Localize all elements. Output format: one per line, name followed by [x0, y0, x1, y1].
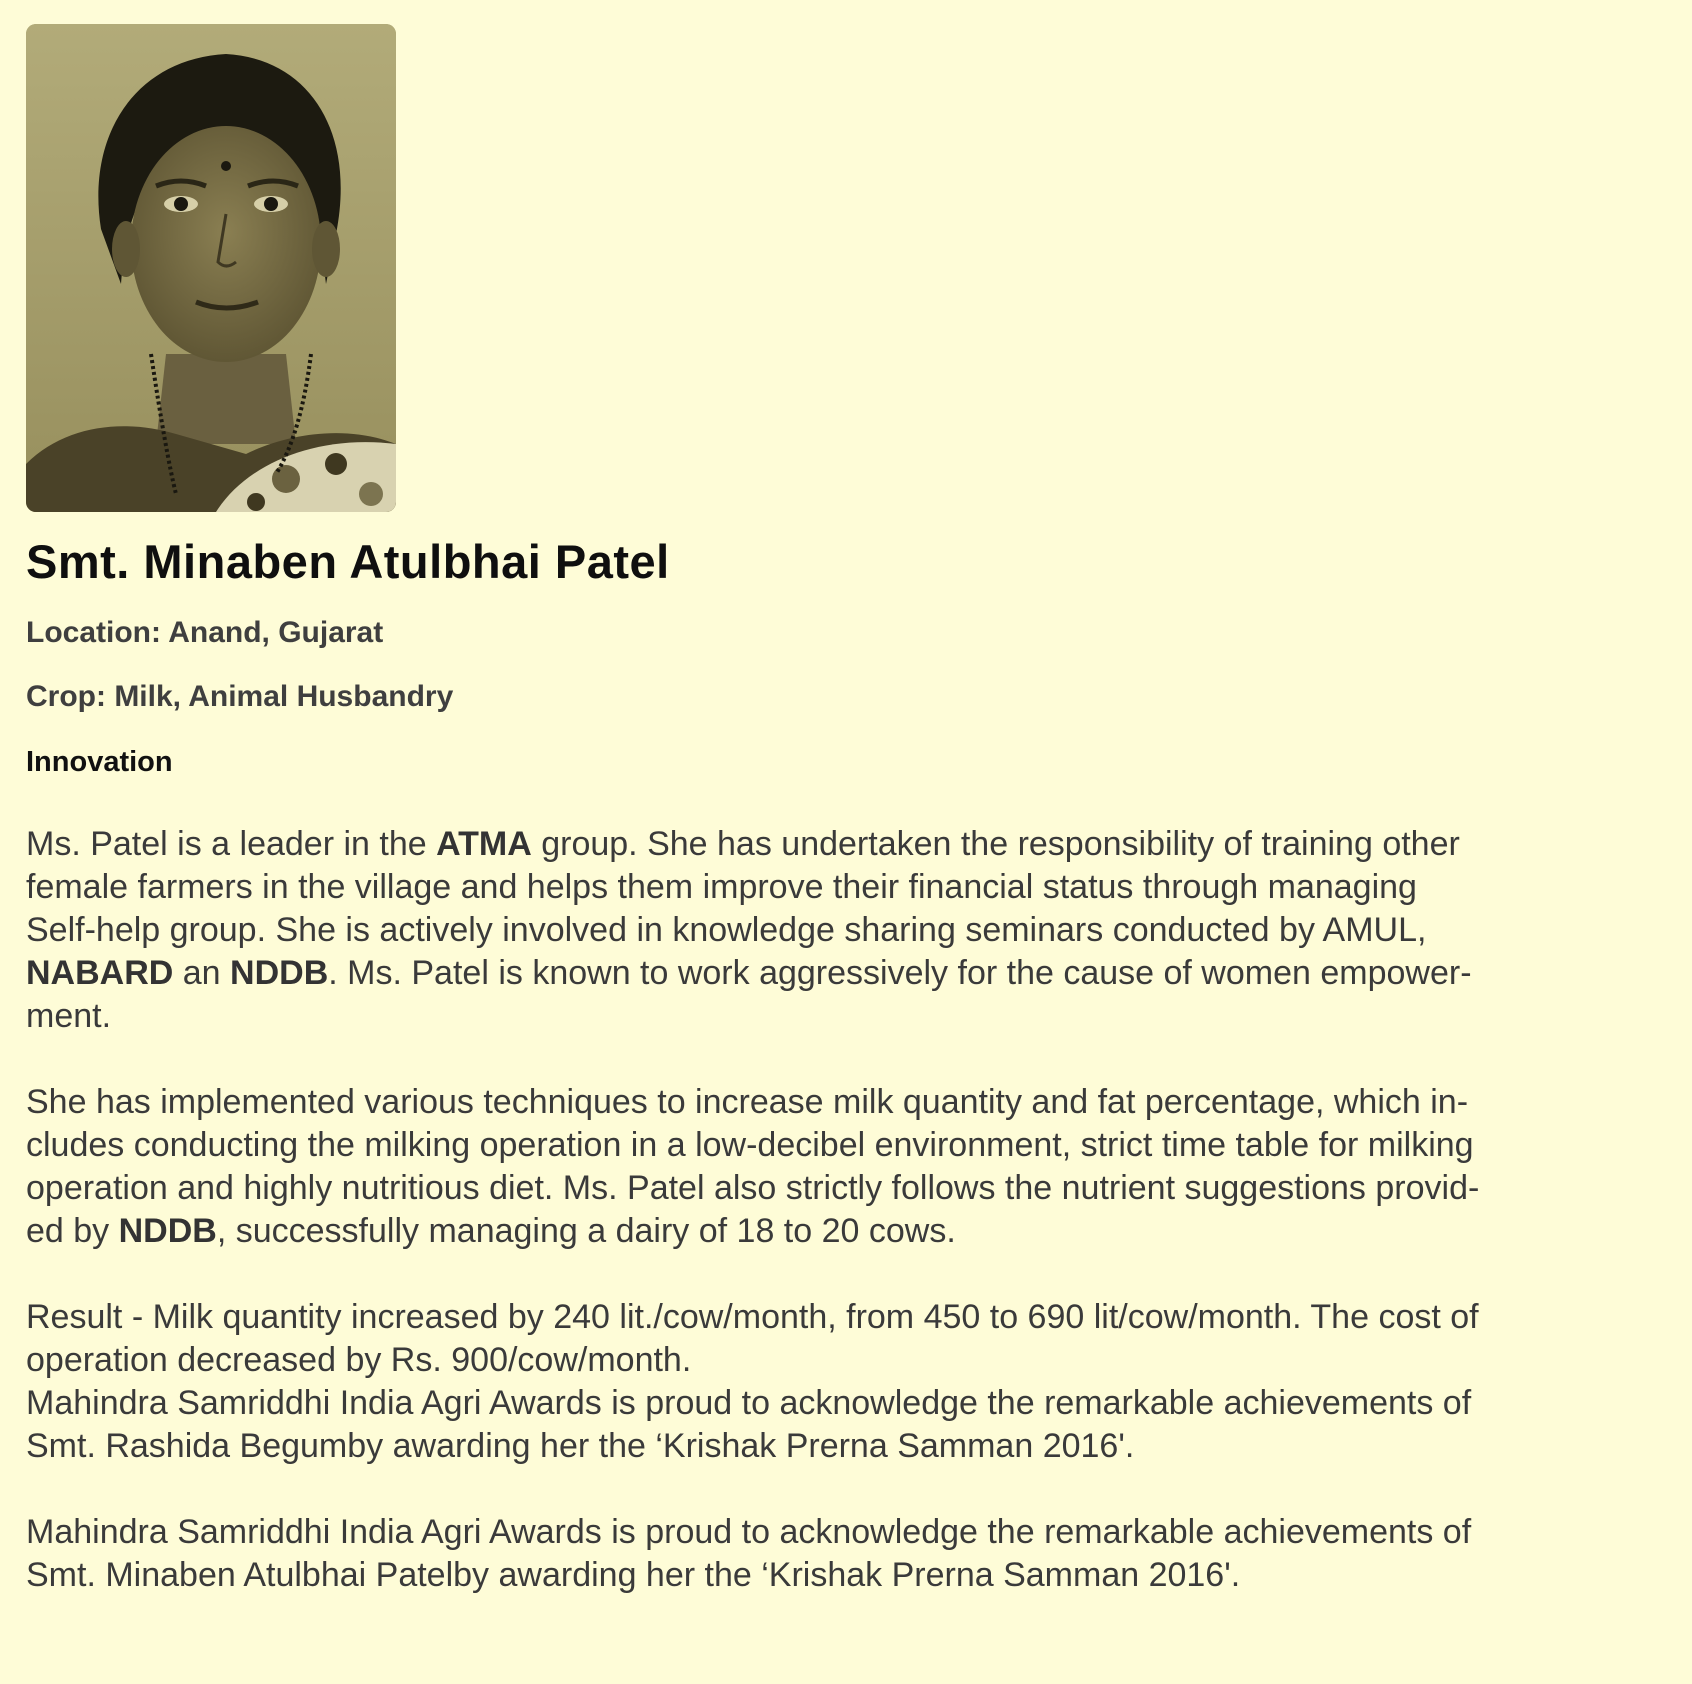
- innovation-heading: Innovation: [26, 746, 173, 779]
- text-line: Smt. Minaben Atulbhai Patelby awarding her the ‘Krishak Prerna Samman 2016'.: [26, 1556, 1241, 1595]
- text-line: Mahindra Samriddhi India Agri Awards is proud to acknowledge the remarkable achievements of: [26, 1513, 1472, 1552]
- portrait-image: [26, 24, 396, 512]
- text-line: [26, 823, 1656, 866]
- person-name: Smt. Minaben Atulbhai Patel: [26, 535, 670, 588]
- text-line: cludes conducting the milking operation in a low-decibel environment, strict time table for milking: [26, 1126, 1474, 1165]
- paragraph-spacer: [26, 1038, 1656, 1081]
- emphasis-nabard: NABARD: [26, 954, 174, 993]
- text-line: She has implemented various techniques to increase milk quantity and fat percentage, which in-: [26, 1083, 1469, 1122]
- text-line: Mahindra Samriddhi India Agri Awards is proud to acknowledge the remarkable achievements of: [26, 1384, 1472, 1423]
- text-span: ed by: [26, 1212, 119, 1251]
- paragraph-techniques: [26, 1081, 1656, 1253]
- text-span: an: [173, 954, 231, 993]
- emphasis-nddb: NDDB: [118, 1212, 217, 1251]
- text-line: ment.: [26, 997, 112, 1036]
- text-span: Ms. Patel is a leader in the: [26, 825, 437, 864]
- paragraph-spacer: [26, 1253, 1656, 1296]
- profile-page: [26, 24, 1666, 1597]
- profile-photo: [26, 24, 396, 512]
- paragraph-result: [26, 1296, 1656, 1468]
- text-span: . Ms. Patel is known to work aggressively for the cause of women empower-: [328, 954, 1472, 993]
- text-line: operation decreased by Rs. 900/cow/month.: [26, 1341, 692, 1380]
- text-line: Result - Milk quantity increased by 240 lit./cow/month, from 450 to 690 lit/cow/month. The cost of: [26, 1298, 1479, 1337]
- text-line: Self-help group. She is actively involved in knowledge sharing seminars conducted by AMUL,: [26, 911, 1427, 950]
- emphasis-atma: ATMA: [436, 825, 532, 864]
- paragraph-award: [26, 1511, 1656, 1597]
- text-line: operation and highly nutritious diet. Ms. Patel also strictly follows the nutrient suggestions provid-: [26, 1169, 1480, 1208]
- crop-label: Crop: Milk, Animal Husbandry: [26, 680, 454, 714]
- emphasis-nddb: NDDB: [230, 954, 329, 993]
- text-line: Smt. Rashida Begumby awarding her the ‘Krishak Prerna Samman 2016'.: [26, 1427, 1135, 1466]
- location-label: Location: Anand, Gujarat: [26, 616, 384, 650]
- article-body: [26, 823, 1656, 1597]
- paragraph-leadership: [26, 823, 1656, 1038]
- text-line: [26, 1210, 1656, 1253]
- text-span: , successfully managing a dairy of 18 to 20 cows.: [216, 1212, 956, 1251]
- text-line: [26, 952, 1656, 995]
- paragraph-spacer: [26, 1468, 1656, 1511]
- text-line: female farmers in the village and helps them improve their financial status through managing: [26, 868, 1417, 907]
- text-span: group. She has undertaken the responsibility of training other: [531, 825, 1460, 864]
